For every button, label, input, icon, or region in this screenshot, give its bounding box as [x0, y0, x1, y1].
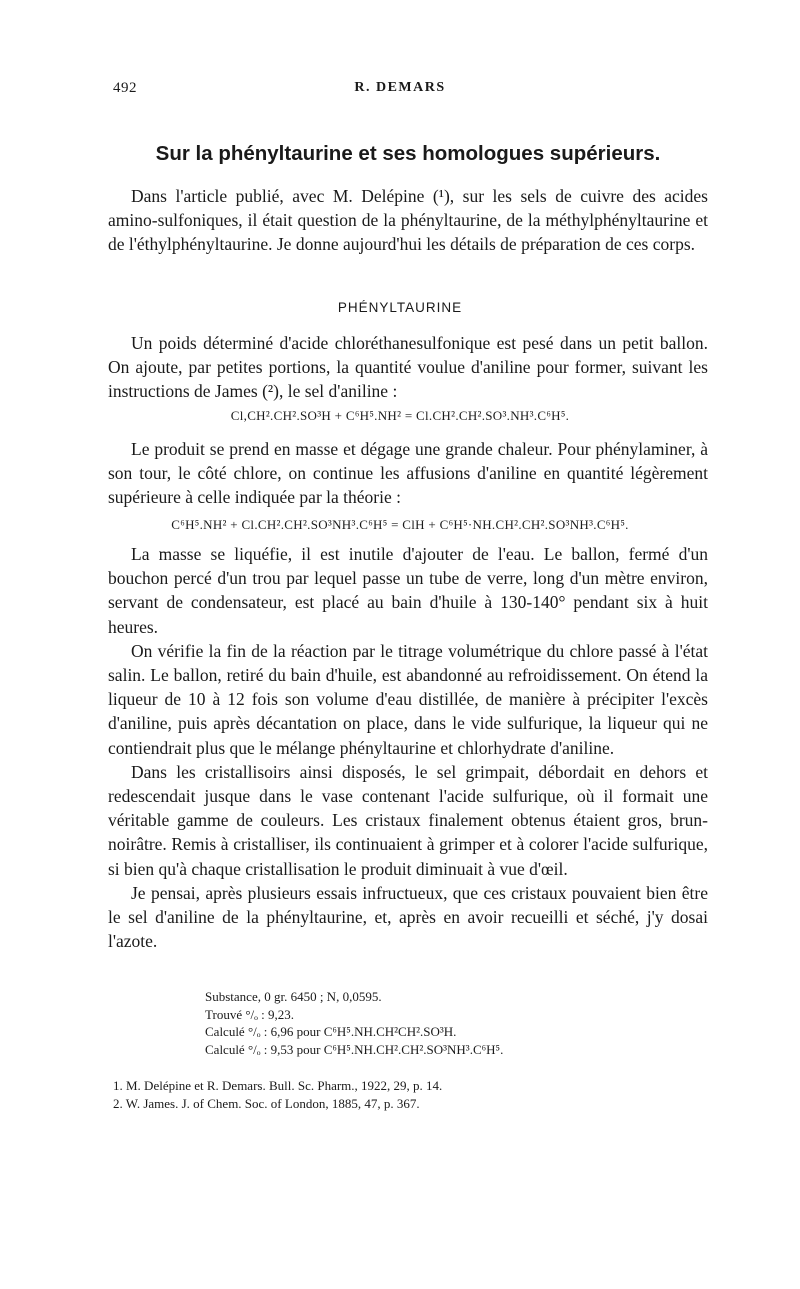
paragraph-4: On vérifie la fin de la réaction par le titrage volumétrique du chlore passé à l'état salin. Le ballon, retiré du bain d'huile, est abandonné au refroidissement. On étend la liqueur de 10 à 12 fois son volume d'eau distillée, de manière à précipiter l'excès d'aniline, puis après décantation on place, dans le vide sulfurique, la liqueur qui ne contiendrait plus que le mélange phényltaurine et chlorhydrate d'aniline. [108, 640, 708, 758]
paragraph-2: Le produit se prend en masse et dégage une grande chaleur. Pour phénylaminer, à son tour, le côté chlore, on continue les affusions d'aniline en quantité légèrement supérieure à celle indiquée par la théorie : [108, 439, 708, 508]
paragraph-1: Un poids déterminé d'acide chloréthanesulfonique est pesé dans un petit ballon. On ajoute, par petites portions, la quantité voulue d'aniline pour former, suivant les instructions de James (²), le sel d'aniline : [108, 333, 708, 402]
footnote-2: 2. W. James. J. of Chem. Soc. of London, 1885, 47, p. 367. [113, 1095, 420, 1111]
footnote-1: 1. M. Delépine et R. Demars. Bull. Sc. Pharm., 1922, 29, p. 14. [113, 1078, 443, 1093]
paragraph-2-block [108, 437, 708, 510]
article-title: Sur la phényltaurine et ses homologues supérieurs. [155, 142, 661, 165]
paragraph-1-block [108, 331, 708, 404]
section-heading: PHÉNYLTAURINE [337, 300, 463, 315]
paragraph-6: Je pensai, après plusieurs essais infructueux, que ces cristaux pouvaient bien être le sel d'aniline de la phényltaurine, et, après en avoir recueilli et séché, j'y dosai l'azote. [108, 882, 708, 952]
paragraph-3: La masse se liquéfie, il est inutile d'ajouter de l'eau. Le ballon, fermé d'un bouchon percé d'un trou par lequel passe un tube de verre, long d'un mètre environ, servant de condensateur, est placé au bain d'huile à 130-140° pendant six à huit heures. [108, 544, 708, 637]
intro-paragraph: Dans l'article publié, avec M. Delépine (¹), sur les sels de cuivre des acides amino-sulfoniques, il était question de la phényltaurine, de la méthylphényltaurine et de l'éthylphényltaurine. Je donne aujourd'hui les détails de préparation de ces corps. [108, 186, 708, 255]
result-line: Calculé °/ₒ : 9,53 pour C⁶H⁵.NH.CH².CH².SO³NH³.C⁶H⁵. [205, 1041, 504, 1057]
analysis-results [205, 988, 625, 1058]
result-line: Trouvé °/ₒ : 9,23. [205, 1006, 295, 1022]
running-head: R. DEMARS [354, 80, 446, 95]
result-line: Calculé °/ₒ : 6,96 pour C⁶H⁵.NH.CH²CH².SO³H. [205, 1024, 457, 1039]
page-number: 492 [113, 80, 137, 96]
result-line: Substance, 0 gr. 6450 ; N, 0,0595. [205, 989, 382, 1004]
main-text-block [108, 542, 708, 953]
paragraph-5: Dans les cristallisoirs ainsi disposés, le sel grimpait, débordait en dehors et redescendait jusque dans le vase contenant l'acide sulfurique, où il formait une véritable gamme de couleurs. Les cristaux finalement obtenus étaient gros, brun-noirâtre. Remis à cristalliser, ils continuaient à grimper et à colorer l'acide sulfurique, si bien qu'à chaque cristallisation le produit diminuait à vue d'œil. [108, 761, 708, 879]
footnotes [113, 1077, 673, 1112]
formula-2: C⁶H⁵.NH² + Cl.CH².CH².SO³NH³.C⁶H⁵ = ClH + C⁶H⁵·NH.CH².CH².SO³NH³.C⁶H⁵. [171, 517, 629, 532]
intro-block [108, 184, 708, 257]
formula-1: Cl,CH².CH².SO³H + C⁶H⁵.NH² = Cl.CH².CH².SO³.NH³.C⁶H⁵. [230, 408, 570, 423]
